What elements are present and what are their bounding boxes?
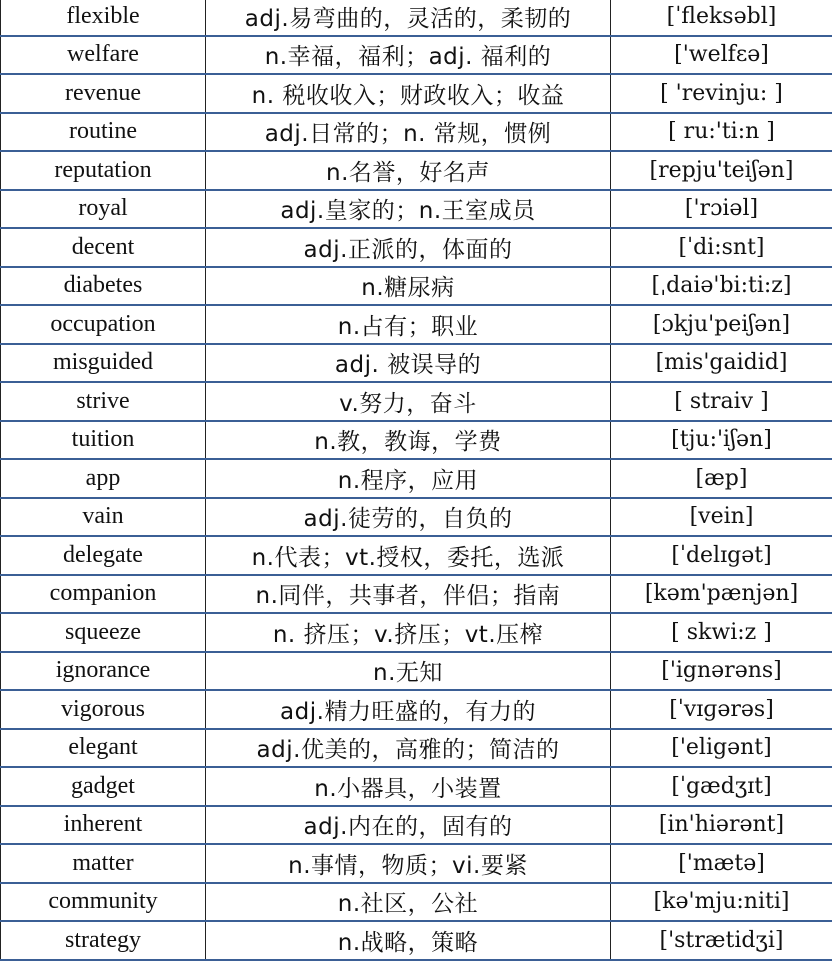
phonetic-cell: [ ru:'ti:n ]: [611, 113, 832, 152]
phonetic-cell: ['eligənt]: [611, 729, 832, 768]
table-row: [1, 690, 832, 729]
table-row: [1, 806, 832, 845]
definition-cell: adj. 被误导的: [206, 344, 611, 383]
word-cell: flexible: [1, 0, 206, 36]
word-cell: reputation: [1, 151, 206, 190]
phonetic-cell: ['welfɛə]: [611, 36, 832, 75]
definition-cell: n.占有；职业: [206, 305, 611, 344]
table-row: [1, 267, 832, 306]
definition-cell: n.程序，应用: [206, 459, 611, 498]
definition-cell: adj.优美的，高雅的；简洁的: [206, 729, 611, 768]
phonetic-cell: [ 'revinju: ]: [611, 74, 832, 113]
phonetic-cell: ['mætə]: [611, 844, 832, 883]
phonetic-cell: [tju:'iʃən]: [611, 421, 832, 460]
table-row: [1, 0, 832, 36]
table-row: [1, 767, 832, 806]
word-cell: app: [1, 459, 206, 498]
word-cell: squeeze: [1, 613, 206, 652]
definition-cell: adj.易弯曲的，灵活的，柔韧的: [206, 0, 611, 36]
table-row: [1, 228, 832, 267]
phonetic-cell: [kəm'pænjən]: [611, 575, 832, 614]
table-row: [1, 729, 832, 768]
definition-cell: v.努力，奋斗: [206, 382, 611, 421]
phonetic-cell: [ˈdi:snt]: [611, 228, 832, 267]
table-row: [1, 921, 832, 960]
word-cell: strive: [1, 382, 206, 421]
table-row: [1, 536, 832, 575]
phonetic-cell: [in'hiərənt]: [611, 806, 832, 845]
table-row: [1, 459, 832, 498]
table-row: [1, 151, 832, 190]
definition-cell: adj.精力旺盛的，有力的: [206, 690, 611, 729]
word-cell: community: [1, 883, 206, 922]
word-cell: misguided: [1, 344, 206, 383]
word-cell: diabetes: [1, 267, 206, 306]
table-row: [1, 844, 832, 883]
word-cell: decent: [1, 228, 206, 267]
table-row: [1, 74, 832, 113]
definition-cell: n.社区，公社: [206, 883, 611, 922]
phonetic-cell: ['ignərəns]: [611, 652, 832, 691]
word-cell: routine: [1, 113, 206, 152]
table-row: [1, 613, 832, 652]
table-row: [1, 652, 832, 691]
word-cell: welfare: [1, 36, 206, 75]
table-row: [1, 36, 832, 75]
word-cell: vigorous: [1, 690, 206, 729]
word-cell: matter: [1, 844, 206, 883]
table-row: [1, 305, 832, 344]
phonetic-cell: [ straiv ]: [611, 382, 832, 421]
definition-cell: n.幸福，福利；adj. 福利的: [206, 36, 611, 75]
definition-cell: n.小器具，小装置: [206, 767, 611, 806]
definition-cell: adj.徒劳的，自负的: [206, 498, 611, 537]
word-cell: occupation: [1, 305, 206, 344]
table-row: [1, 190, 832, 229]
table-row: [1, 498, 832, 537]
word-cell: revenue: [1, 74, 206, 113]
definition-cell: n.名誉，好名声: [206, 151, 611, 190]
definition-cell: n.教，教诲，学费: [206, 421, 611, 460]
word-cell: elegant: [1, 729, 206, 768]
table-row: [1, 421, 832, 460]
phonetic-cell: [ˌdaiə'bi:ti:z]: [611, 267, 832, 306]
word-cell: companion: [1, 575, 206, 614]
definition-cell: n. 税收收入；财政收入；收益: [206, 74, 611, 113]
definition-cell: adj.皇家的；n.王室成员: [206, 190, 611, 229]
phonetic-cell: [æp]: [611, 459, 832, 498]
word-cell: tuition: [1, 421, 206, 460]
phonetic-cell: [vein]: [611, 498, 832, 537]
table-row: [1, 382, 832, 421]
table-row: [1, 575, 832, 614]
definition-cell: n.战略，策略: [206, 921, 611, 960]
word-cell: delegate: [1, 536, 206, 575]
word-cell: gadget: [1, 767, 206, 806]
definition-cell: adj.内在的，固有的: [206, 806, 611, 845]
word-cell: vain: [1, 498, 206, 537]
phonetic-cell: [ˈdelɪgət]: [611, 536, 832, 575]
phonetic-cell: [ˈvɪɡərəs]: [611, 690, 832, 729]
definition-cell: n.无知: [206, 652, 611, 691]
definition-cell: n.糖尿病: [206, 267, 611, 306]
table-row: [1, 883, 832, 922]
word-cell: inherent: [1, 806, 206, 845]
table-row: [1, 113, 832, 152]
phonetic-cell: ['rɔiəl]: [611, 190, 832, 229]
definition-cell: n.代表；vt.授权，委托，选派: [206, 536, 611, 575]
definition-cell: n. 挤压；v.挤压；vt.压榨: [206, 613, 611, 652]
definition-cell: adj.日常的；n. 常规，惯例: [206, 113, 611, 152]
definition-cell: adj.正派的，体面的: [206, 228, 611, 267]
phonetic-cell: [kə'mju:niti]: [611, 883, 832, 922]
phonetic-cell: [ skwi:z ]: [611, 613, 832, 652]
phonetic-cell: [mis'gaidid]: [611, 344, 832, 383]
phonetic-cell: [ɔkju'peiʃən]: [611, 305, 832, 344]
word-cell: royal: [1, 190, 206, 229]
definition-cell: n.事情，物质；vi.要紧: [206, 844, 611, 883]
word-cell: ignorance: [1, 652, 206, 691]
word-cell: strategy: [1, 921, 206, 960]
definition-cell: n.同伴，共事者，伴侣；指南: [206, 575, 611, 614]
phonetic-cell: [ˈgædʒɪt]: [611, 767, 832, 806]
phonetic-cell: [repju'teiʃən]: [611, 151, 832, 190]
vocabulary-table-body: [1, 0, 832, 960]
phonetic-cell: [ˈfleksəbl]: [611, 0, 832, 36]
table-row: [1, 344, 832, 383]
phonetic-cell: ['strætidʒi]: [611, 921, 832, 960]
